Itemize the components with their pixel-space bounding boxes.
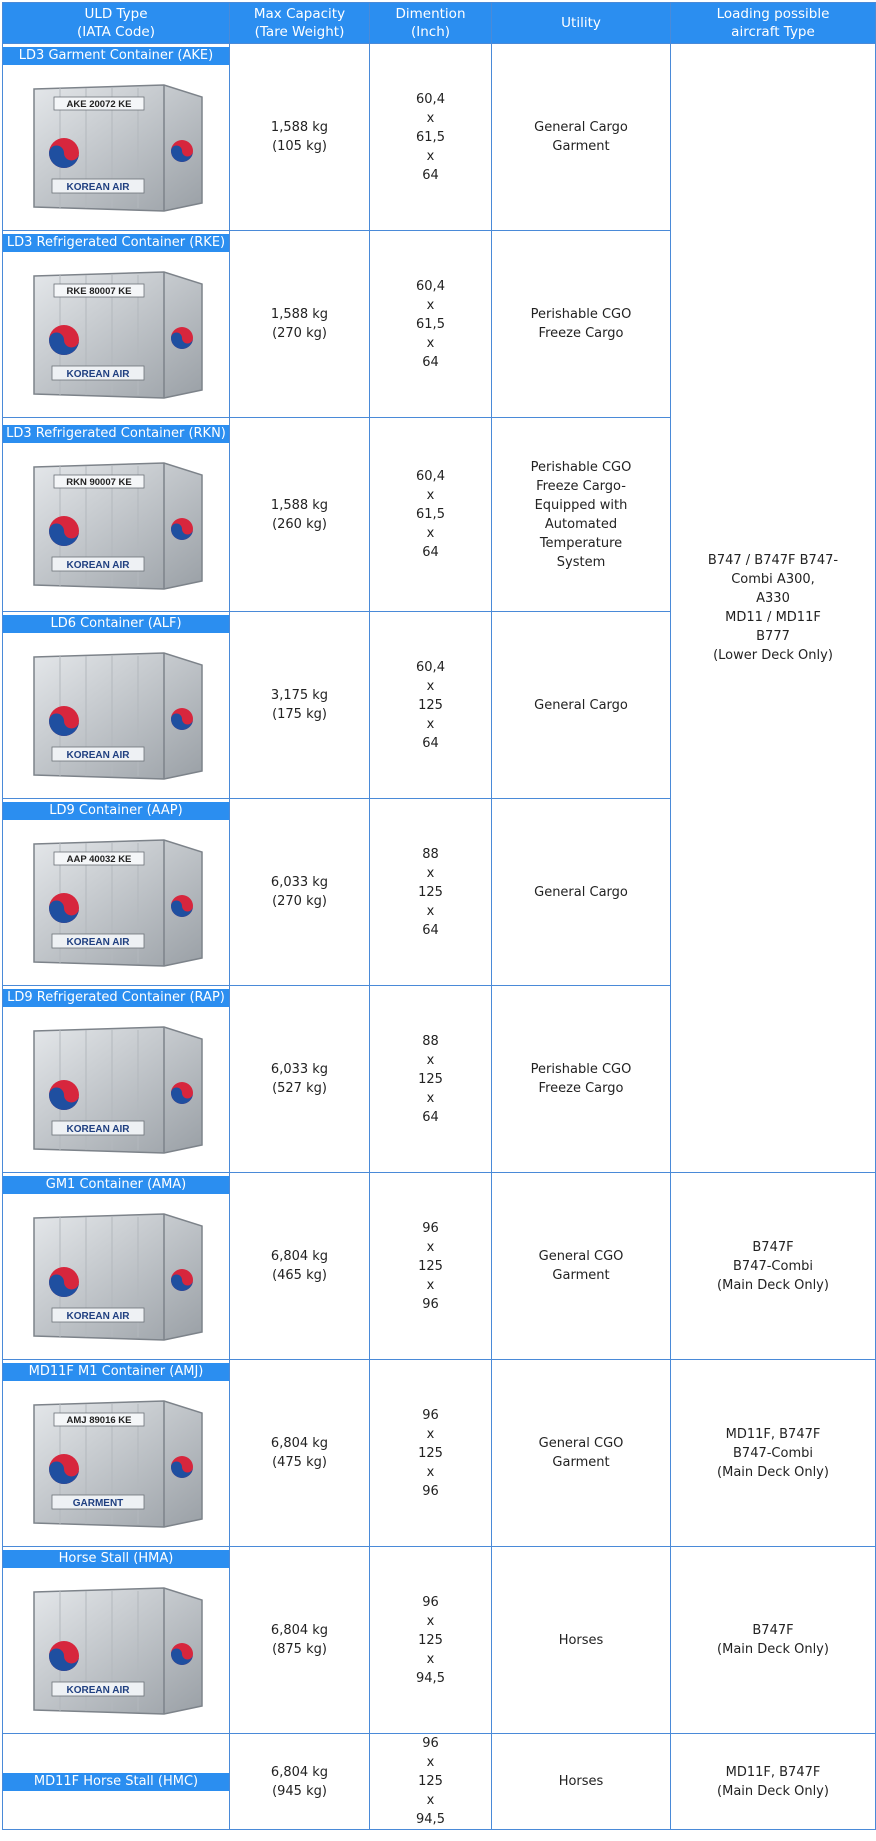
- utility-cell: [492, 986, 671, 1173]
- photo-id-text: RKE 80007 KE: [66, 286, 131, 297]
- dimension-line: x: [426, 110, 435, 126]
- dimension-line: x: [426, 297, 435, 313]
- dimension-line: x: [426, 1755, 435, 1770]
- uld-type-label: LD6 Container (ALF): [3, 615, 229, 633]
- capacity-cell: [230, 418, 370, 612]
- aircraft-line: MD11 / MD11F: [725, 610, 821, 625]
- utility-cell: [492, 799, 671, 986]
- dimension-line: 64: [422, 354, 439, 370]
- dimension-line: 125: [418, 1258, 443, 1274]
- dimension-cell: [370, 986, 492, 1173]
- photo-brand-text: KOREAN AIR: [66, 182, 129, 193]
- aircraft-line: B747 / B747F B747-: [707, 553, 839, 568]
- dimension-cell: [370, 1360, 492, 1547]
- uld-type-cell: [3, 986, 230, 1173]
- aircraft-line: A330: [756, 591, 790, 606]
- dimension-line: x: [426, 1793, 435, 1808]
- aircraft-cell-amj: [671, 1360, 876, 1547]
- dimension-line: x: [426, 1277, 435, 1293]
- table-row: [3, 1734, 876, 1830]
- table-row: [3, 1360, 876, 1547]
- dimension-line: x: [426, 1090, 435, 1106]
- capacity-line: (270 kg): [272, 326, 327, 341]
- dimension-line: 94,5: [416, 1812, 445, 1827]
- header-max-capacity: Max Capacity (Tare Weight): [230, 3, 370, 44]
- dimension-line: 61,5: [416, 316, 445, 332]
- dimension-line: 64: [422, 922, 439, 938]
- container-photo: [14, 1013, 219, 1163]
- aircraft-cell-hma: [671, 1547, 876, 1734]
- dimension-line: x: [426, 1613, 435, 1629]
- container-photo: [14, 1200, 219, 1350]
- table-row: [3, 1173, 876, 1360]
- container-photo: [14, 639, 219, 789]
- dimension-line: 96: [422, 1736, 439, 1751]
- dimension-line: 64: [422, 545, 439, 560]
- dimension-line: 96: [422, 1594, 439, 1610]
- photo-frame: [3, 633, 229, 795]
- capacity-cell: [230, 799, 370, 986]
- capacity-line: (475 kg): [272, 1455, 327, 1470]
- utility-line: Perishable CGO: [530, 1062, 632, 1077]
- dimension-line: x: [426, 335, 435, 351]
- dimension-line: 125: [418, 884, 443, 900]
- dimension-cell: [370, 799, 492, 986]
- photo-brand-text: KOREAN AIR: [66, 937, 129, 948]
- header-aircraft-type: Loading possible aircraft Type: [671, 3, 876, 44]
- header-utility: Utility: [492, 3, 671, 44]
- uld-type-label: Horse Stall (HMA): [3, 1550, 229, 1568]
- capacity-cell: [230, 231, 370, 418]
- uld-type-label: LD3 Refrigerated Container (RKN): [3, 425, 229, 443]
- capacity-cell: [230, 1547, 370, 1734]
- aircraft-line: B747-Combi: [733, 1445, 813, 1461]
- capacity-line: 6,804 kg: [270, 1436, 329, 1451]
- dimension-cell: [370, 418, 492, 612]
- aircraft-cell-hmc: [671, 1734, 876, 1830]
- photo-frame: [3, 820, 229, 982]
- capacity-cell: [230, 1734, 370, 1830]
- utility-line: General CGO: [538, 1249, 624, 1264]
- dimension-line: 96: [422, 1407, 439, 1423]
- header-dimension: Dimention (Inch): [370, 3, 492, 44]
- capacity-line: 1,588 kg: [270, 497, 329, 513]
- dimension-line: 64: [422, 735, 439, 751]
- uld-type-label: LD9 Container (AAP): [3, 802, 229, 820]
- uld-type-cell: [3, 1547, 230, 1734]
- utility-line: Temperature: [539, 535, 623, 551]
- capacity-cell: [230, 986, 370, 1173]
- dimension-line: x: [426, 903, 435, 919]
- photo-frame: [3, 1381, 229, 1543]
- utility-line: General Cargo: [534, 884, 628, 900]
- photo-brand-text: KOREAN AIR: [66, 369, 129, 380]
- capacity-line: 1,588 kg: [270, 307, 329, 322]
- dimension-line: 60,4: [416, 659, 445, 675]
- dimension-cell: [370, 1173, 492, 1360]
- utility-line: Garment: [552, 1455, 610, 1470]
- uld-type-label: LD9 Refrigerated Container (RAP): [3, 989, 229, 1007]
- uld-type-label: MD11F M1 Container (AMJ): [3, 1363, 229, 1381]
- capacity-line: 6,804 kg: [270, 1249, 329, 1264]
- aircraft-line: MD11F, B747F: [725, 1764, 821, 1780]
- uld-type-label: GM1 Container (AMA): [3, 1176, 229, 1194]
- dimension-line: x: [426, 1464, 435, 1480]
- aircraft-line: B747F: [752, 1239, 794, 1255]
- aircraft-cell-lower-deck: [671, 44, 876, 1173]
- aircraft-line: (Main Deck Only): [717, 1464, 829, 1480]
- capacity-cell: [230, 1173, 370, 1360]
- capacity-line: (945 kg): [272, 1783, 327, 1799]
- capacity-line: (270 kg): [272, 894, 327, 909]
- photo-id-text: AAP 40032 KE: [66, 854, 131, 865]
- dimension-line: x: [426, 526, 435, 541]
- dimension-line: 125: [418, 1774, 443, 1789]
- photo-id-text: AMJ 89016 KE: [66, 1415, 131, 1426]
- photo-brand-text: KOREAN AIR: [66, 1685, 129, 1696]
- uld-table: [2, 2, 876, 1830]
- dimension-line: 60,4: [416, 91, 445, 107]
- dimension-line: 61,5: [416, 507, 445, 522]
- photo-frame: [3, 252, 229, 414]
- aircraft-cell-ama: [671, 1173, 876, 1360]
- dimension-cell: [370, 44, 492, 231]
- aircraft-line: B747F: [752, 1623, 794, 1638]
- dimension-line: x: [426, 1052, 435, 1068]
- utility-cell: [492, 1360, 671, 1547]
- container-photo: [14, 258, 219, 408]
- aircraft-line: (Main Deck Only): [717, 1783, 829, 1799]
- dimension-line: 94,5: [416, 1670, 445, 1686]
- utility-cell: [492, 1173, 671, 1360]
- utility-cell: [492, 612, 671, 799]
- dimension-line: x: [426, 1426, 435, 1442]
- photo-id-text: AKE 20072 KE: [66, 99, 131, 110]
- photo-brand-text: KOREAN AIR: [66, 1124, 129, 1135]
- dimension-line: 60,4: [416, 278, 445, 294]
- capacity-line: (175 kg): [272, 707, 327, 722]
- table-row: [3, 44, 876, 231]
- dimension-line: x: [426, 678, 435, 694]
- uld-type-cell: [3, 612, 230, 799]
- capacity-line: 6,804 kg: [270, 1764, 329, 1780]
- dimension-line: x: [426, 148, 435, 164]
- capacity-line: (105 kg): [272, 139, 327, 154]
- container-photo: [14, 826, 219, 976]
- capacity-line: 6,804 kg: [270, 1623, 329, 1638]
- utility-line: Garment: [552, 139, 610, 154]
- aircraft-line: (Lower Deck Only): [713, 648, 833, 663]
- capacity-line: (465 kg): [272, 1268, 327, 1283]
- dimension-line: 125: [418, 1071, 443, 1087]
- dimension-cell: [370, 1547, 492, 1734]
- aircraft-line: Combi A300,: [731, 572, 815, 587]
- utility-line: General CGO: [538, 1436, 624, 1451]
- aircraft-line: B777: [756, 629, 790, 644]
- capacity-cell: [230, 44, 370, 231]
- uld-type-cell: [3, 418, 230, 612]
- utility-line: Freeze Cargo: [538, 1081, 624, 1096]
- photo-frame: [3, 1194, 229, 1356]
- dimension-line: x: [426, 488, 435, 503]
- utility-line: General Cargo: [534, 120, 628, 135]
- utility-line: Equipped with: [534, 497, 628, 513]
- dimension-line: x: [426, 1651, 435, 1667]
- container-photo: [14, 449, 219, 599]
- uld-type-cell: [3, 231, 230, 418]
- dimension-line: 96: [422, 1483, 439, 1499]
- container-photo: [14, 71, 219, 221]
- aircraft-line: (Main Deck Only): [717, 1277, 829, 1293]
- utility-line: General Cargo: [534, 697, 628, 713]
- utility-line: Garment: [552, 1268, 610, 1283]
- dimension-line: 88: [422, 846, 439, 862]
- utility-line: Perishable CGO: [530, 307, 632, 322]
- aircraft-line: MD11F, B747F: [725, 1426, 821, 1442]
- uld-type-label: LD3 Refrigerated Container (RKE): [3, 234, 229, 252]
- aircraft-line: B747-Combi: [733, 1258, 813, 1274]
- aircraft-line: (Main Deck Only): [717, 1642, 829, 1657]
- capacity-line: 6,033 kg: [270, 875, 329, 890]
- dimension-cell: [370, 612, 492, 799]
- utility-cell: [492, 44, 671, 231]
- header-uld-type: ULD Type (IATA Code): [3, 3, 230, 44]
- utility-line: Freeze Cargo-: [536, 478, 626, 494]
- photo-frame: [3, 65, 229, 227]
- uld-type-cell: [3, 1734, 230, 1830]
- uld-type-cell: [3, 799, 230, 986]
- dimension-line: 96: [422, 1220, 439, 1236]
- utility-line: Freeze Cargo: [538, 326, 624, 341]
- container-photo: [14, 1387, 219, 1537]
- uld-type-cell: [3, 44, 230, 231]
- utility-line: System: [556, 554, 606, 570]
- photo-frame: [3, 443, 229, 605]
- header-row: [3, 3, 876, 44]
- uld-type-label: MD11F Horse Stall (HMC): [3, 1773, 229, 1791]
- utility-line: Perishable CGO: [530, 459, 632, 475]
- photo-id-text: RKN 90007 KE: [65, 476, 132, 488]
- dimension-cell: [370, 1734, 492, 1830]
- capacity-line: 6,033 kg: [270, 1062, 329, 1077]
- dimension-line: 88: [422, 1033, 439, 1049]
- container-photo: [14, 1574, 219, 1724]
- utility-cell: [492, 1547, 671, 1734]
- photo-frame: [3, 1568, 229, 1730]
- capacity-line: 1,588 kg: [270, 120, 329, 135]
- capacity-cell: [230, 612, 370, 799]
- utility-line: Horses: [558, 1632, 604, 1648]
- dimension-line: x: [426, 865, 435, 881]
- capacity-line: (260 kg): [272, 516, 327, 532]
- capacity-line: (527 kg): [272, 1081, 327, 1096]
- photo-brand-text: KOREAN AIR: [66, 750, 129, 761]
- dimension-cell: [370, 231, 492, 418]
- utility-cell: [492, 418, 671, 612]
- uld-type-cell: [3, 1173, 230, 1360]
- utility-cell: [492, 231, 671, 418]
- dimension-line: 125: [418, 1632, 443, 1648]
- utility-cell: [492, 1734, 671, 1830]
- capacity-line: (875 kg): [272, 1642, 327, 1657]
- uld-type-label: LD3 Garment Container (AKE): [3, 47, 229, 65]
- photo-brand-text: KOREAN AIR: [66, 1311, 129, 1322]
- dimension-line: 61,5: [416, 129, 445, 145]
- dimension-line: 64: [422, 1109, 439, 1125]
- photo-brand-text: GARMENT: [72, 1498, 123, 1509]
- utility-line: Automated: [544, 516, 618, 532]
- dimension-line: x: [426, 716, 435, 732]
- uld-type-cell: [3, 1360, 230, 1547]
- photo-brand-text: KOREAN AIR: [66, 559, 129, 571]
- dimension-line: 96: [422, 1296, 439, 1312]
- dimension-line: 60,4: [416, 469, 445, 484]
- utility-line: Horses: [558, 1774, 604, 1789]
- dimension-line: 125: [418, 697, 443, 713]
- photo-frame: [3, 1007, 229, 1169]
- dimension-line: 64: [422, 167, 439, 183]
- capacity-cell: [230, 1360, 370, 1547]
- table-row: [3, 1547, 876, 1734]
- dimension-line: x: [426, 1239, 435, 1255]
- capacity-line: 3,175 kg: [270, 688, 329, 703]
- dimension-line: 125: [418, 1445, 443, 1461]
